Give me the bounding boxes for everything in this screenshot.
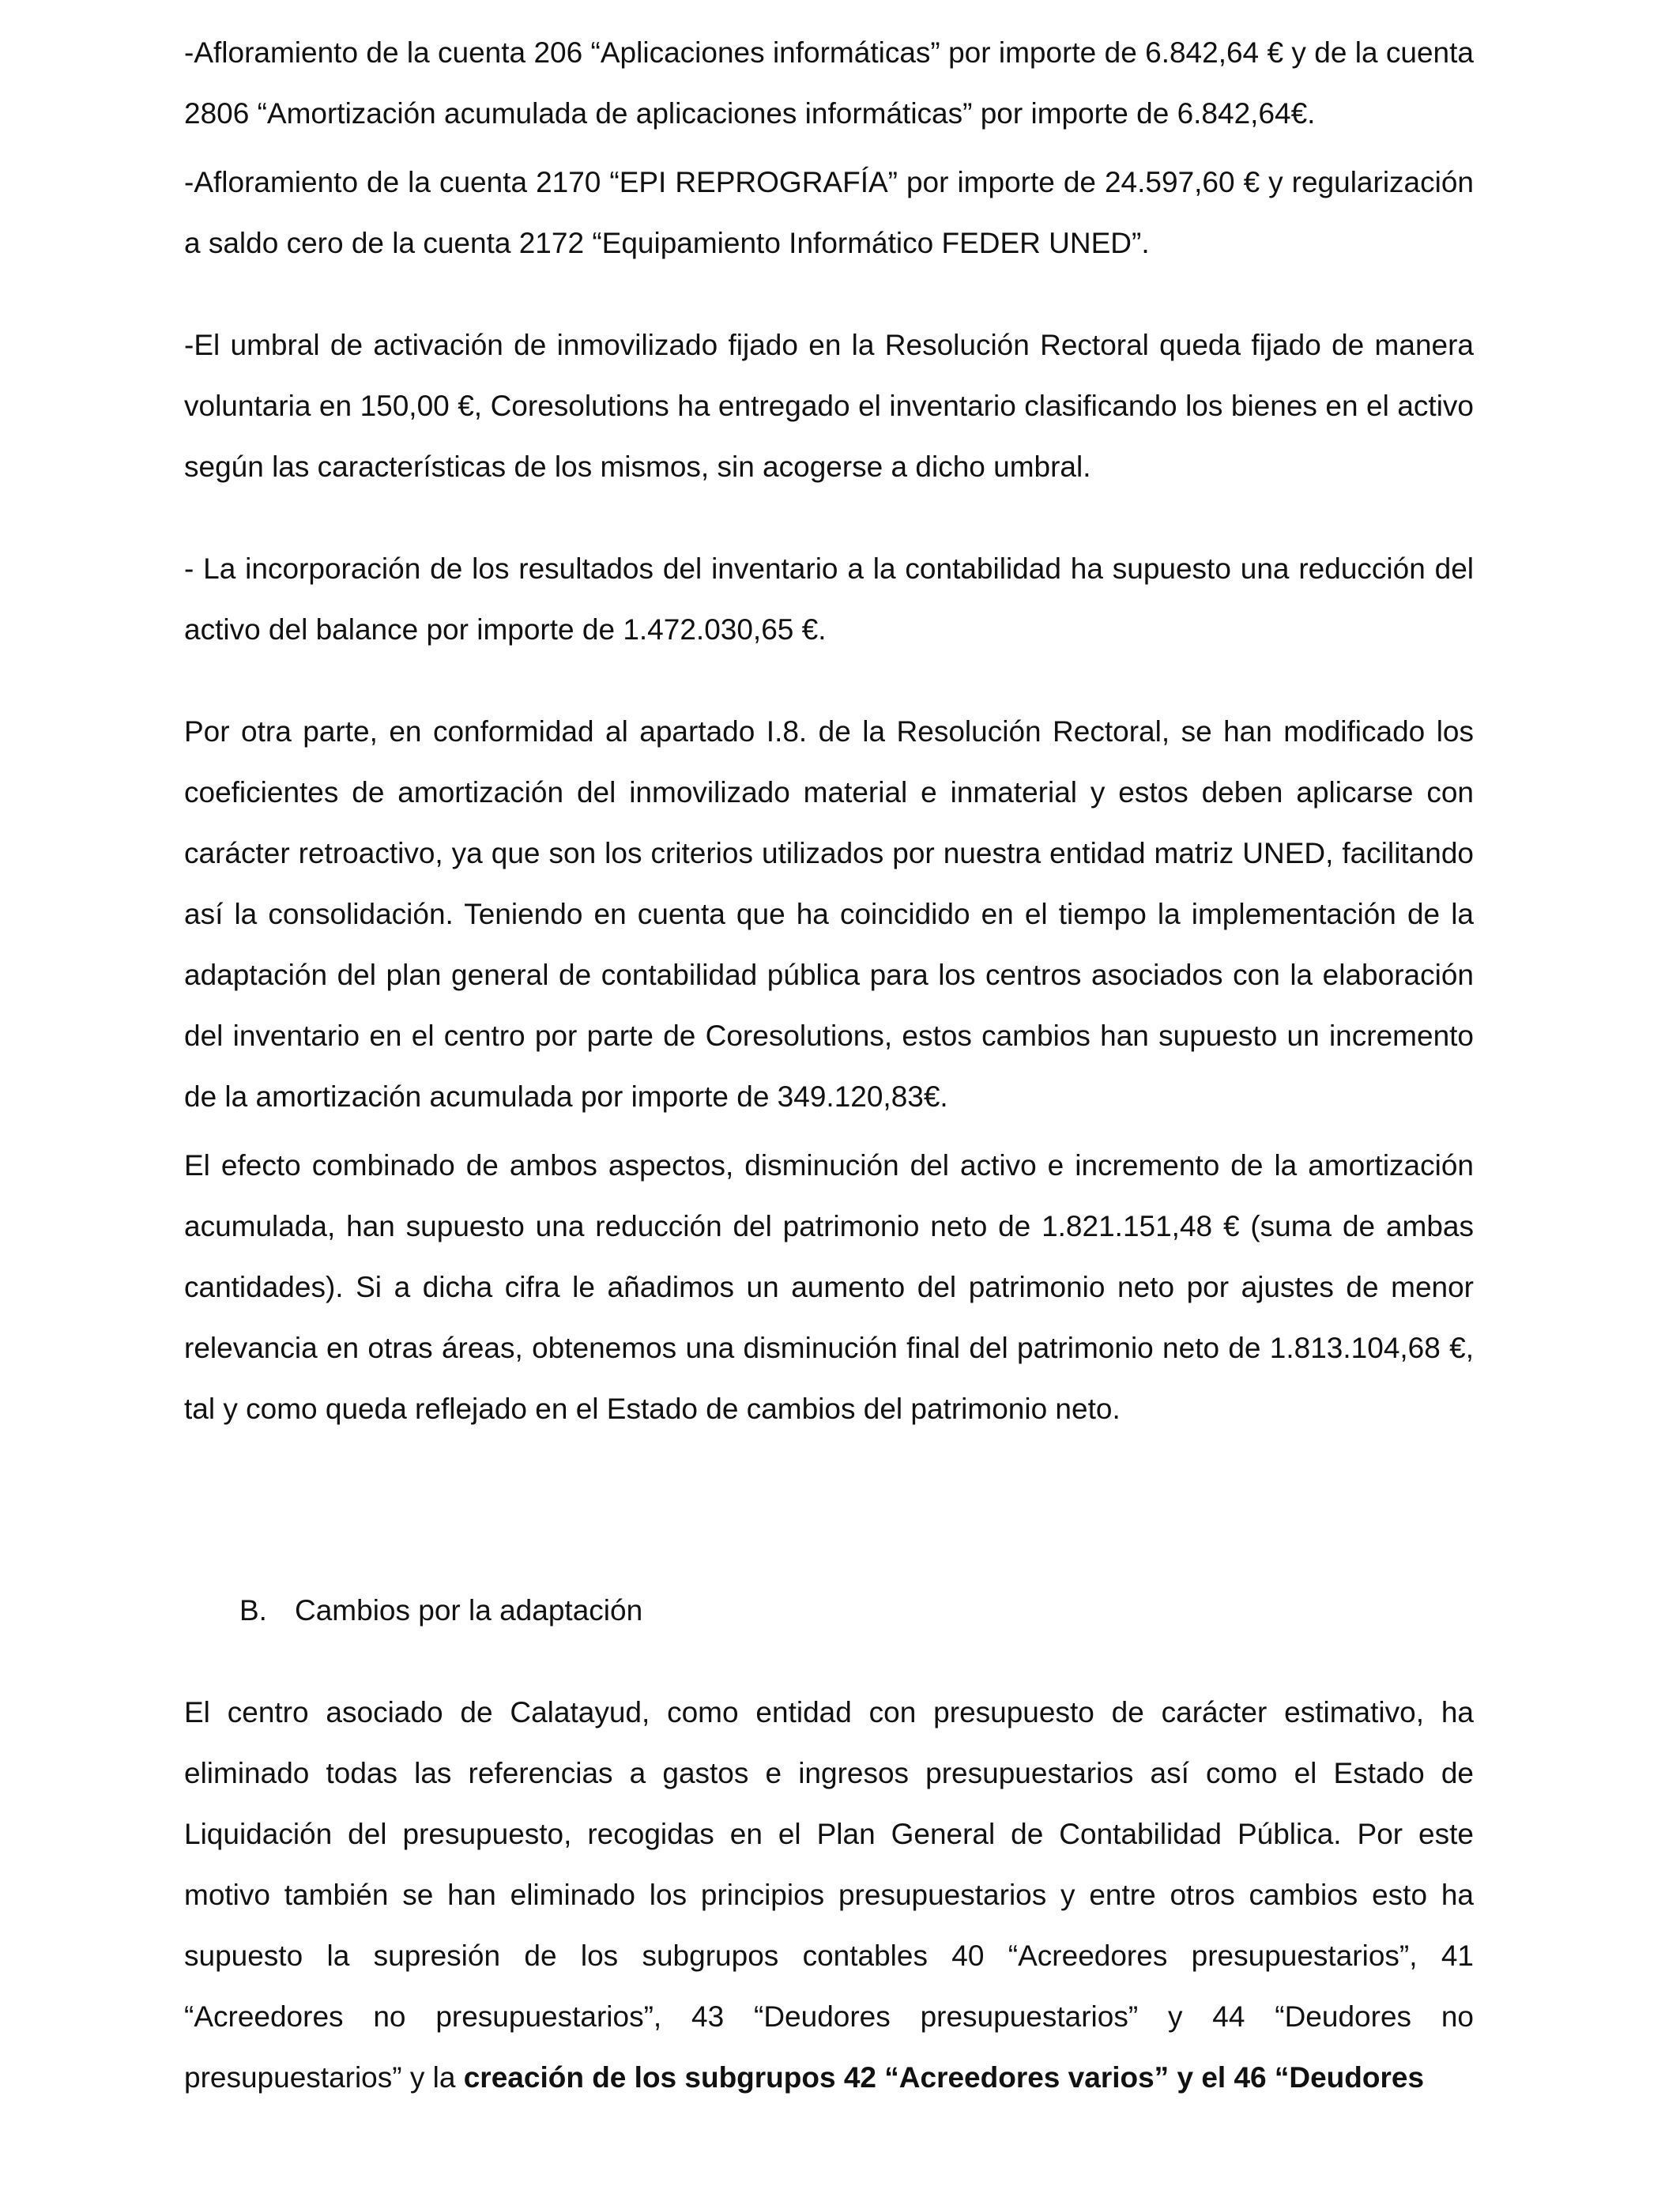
paragraph-calatayud-adaptacion [184,1682,1474,2108]
spacer [184,1127,1474,1135]
paragraph-coeficientes-amortizacion: Por otra parte, en conformidad al apartado I.8. de la Resolución Rectoral, se han modificado los coeficientes de amortización del inmovilizado material e inmaterial y estos deben aplicarse con carácter retroactivo, ya que son los criterios utilizados por nuestra entidad matriz UNED, facilitando así la consolidación. Teniendo en cuenta que ha coincidido en el tiempo la implementación de la adaptación del plan general de contabilidad pública para los centros asociados con la elaboración del inventario en el centro por parte de Coresolutions, estos cambios han supuesto un incremento de la amortización acumulada por importe de 349.120,83€. [184,715,1474,1113]
document-page [184,22,1474,2108]
section-letter: B. [239,1594,267,1627]
section-heading-b [184,1580,1474,1641]
section-title: Cambios por la adaptación [295,1594,643,1627]
paragraph-efecto-combinado: El efecto combinado de ambos aspectos, disminución del activo e incremento de la amortización acumulada, han supuesto una reducción del patrimonio neto de 1.821.151,48 € (suma de ambas cantidades). Si a dicha cifra le añadimos un aumento del patrimonio neto por ajustes de menor relevancia en otras áreas, obtenemos una disminución final del patrimonio neto de 1.813.104,68 €, tal y como queda reflejado en el Estado de cambios del patrimonio neto. [184,1149,1474,1425]
paragraph-reduccion-activo: - La incorporación de los resultados del inventario a la contabilidad ha supuesto una reducción del activo del balance por importe de 1.472.030,65 €. [184,552,1474,646]
paragraph-umbral-activacion: -El umbral de activación de inmovilizado fijado en la Resolución Rectoral queda fijado de manera voluntaria en 150,00 €, Coresolutions ha entregado el inventario clasificando los bienes en el activo según las características de los mismos, sin acogerse a dicho umbral. [184,329,1474,483]
spacer [184,273,1474,315]
paragraph-calatayud-text: El centro asociado de Calatayud, como entidad con presupuesto de carácter estimativo, ha eliminado todas las referencias a gastos e ingresos presupuestarios así como el Estado de Liquidación del presupuesto, recogidas en el Plan General de Contabilidad Pública. Por este motivo también se han eliminado los principios presupuestarios y entre otros cambios esto ha supuesto la supresión de los subgrupos contables 40 “Acreedores presupuestarios”, 41 “Acreedores no presupuestarios”, 43 “Deudores presupuestarios” y 44 “Deudores no presupuestarios” y la [184,1696,1474,2094]
spacer [184,144,1474,152]
paragraph-afloramiento-2170: -Afloramiento de la cuenta 2170 “EPI REPROGRAFÍA” por importe de 24.597,60 € y regularización a saldo cero de la cuenta 2172 “Equipamiento Informático FEDER UNED”. [184,166,1474,259]
spacer [184,1641,1474,1682]
spacer [184,660,1474,701]
paragraph-afloramiento-206: -Afloramiento de la cuenta 206 “Aplicaciones informáticas” por importe de 6.842,64 € y de la cuenta 2806 “Amortización acumulada de aplicaciones informáticas” por importe de 6.842,64€. [184,36,1474,130]
paragraph-calatayud-bold-text: creación de los subgrupos 42 “Acreedores varios” y el 46 “Deudores [463,2061,1425,2094]
spacer [184,1439,1474,1580]
spacer [184,497,1474,538]
